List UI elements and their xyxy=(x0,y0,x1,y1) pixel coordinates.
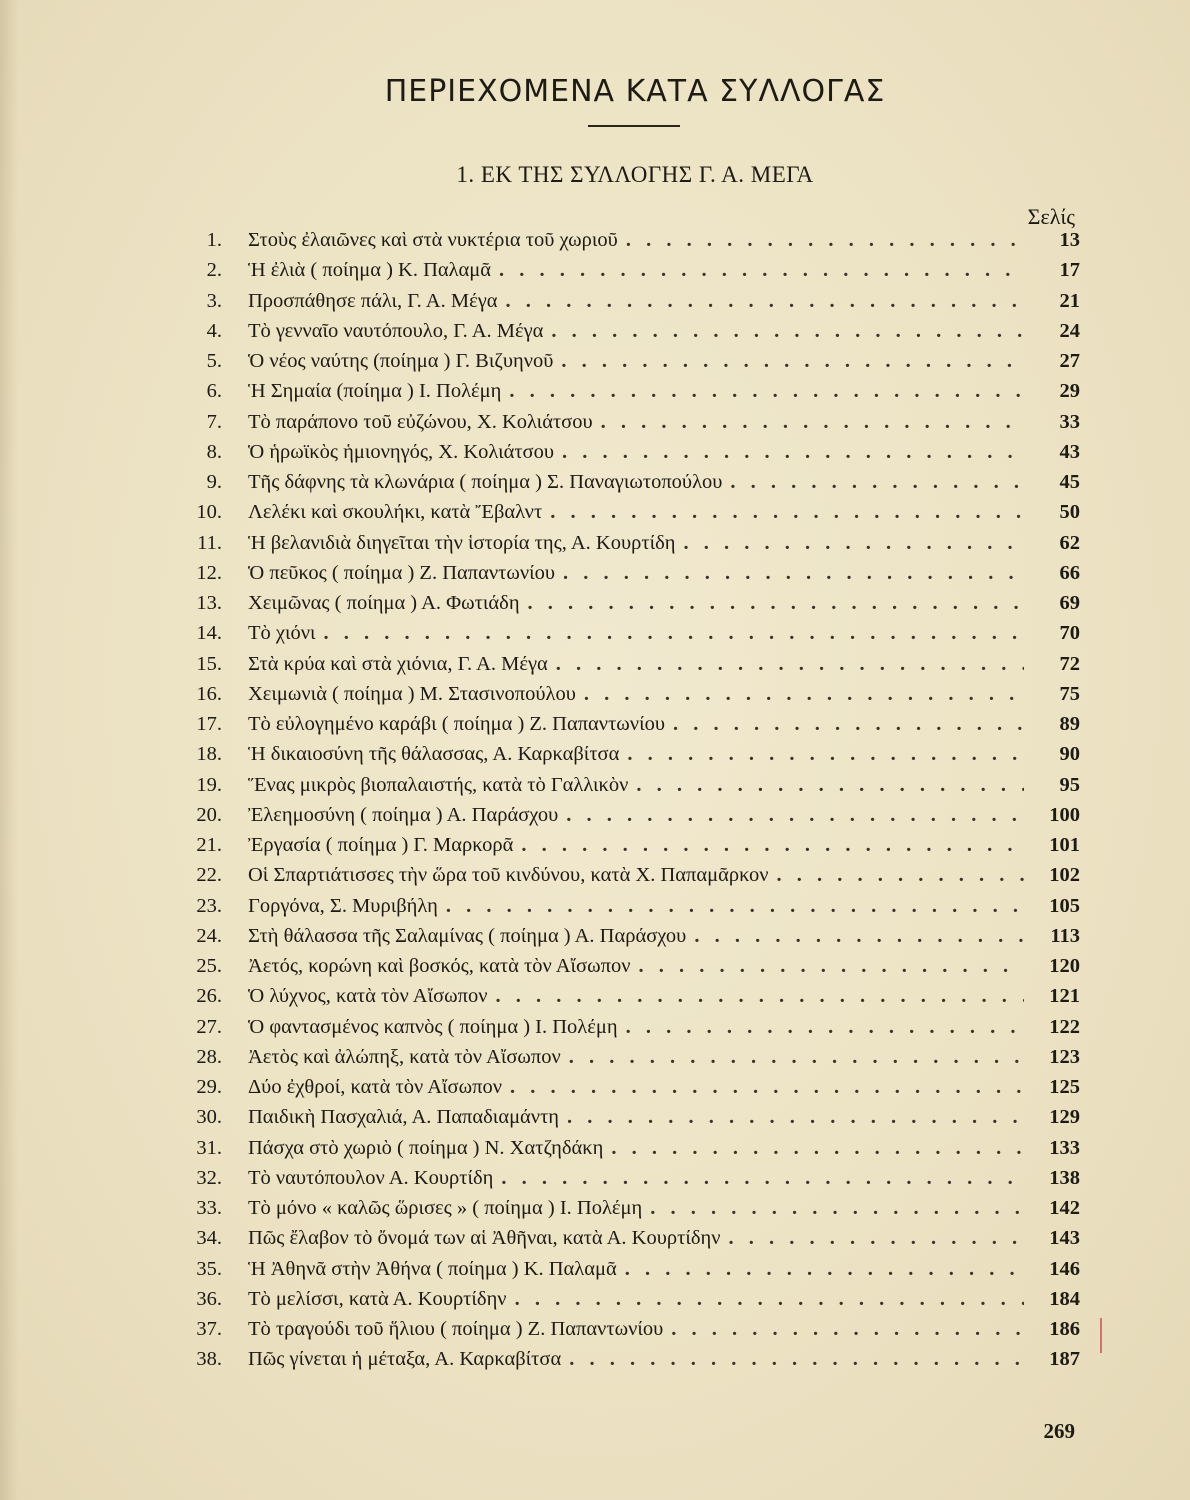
page-column-label: Σελίς xyxy=(1027,204,1075,229)
toc-dot-leader xyxy=(694,925,1024,948)
toc-dot-leader xyxy=(626,229,1024,252)
toc-entry-number: 18. xyxy=(196,743,222,766)
toc-entry xyxy=(180,1167,1080,1197)
toc-entry xyxy=(180,622,1080,652)
toc-entry xyxy=(180,864,1080,894)
toc-entry xyxy=(180,1348,1080,1378)
margin-pencil-mark xyxy=(1100,1318,1102,1353)
toc-dot-leader xyxy=(650,1197,1024,1220)
toc-entry xyxy=(180,683,1080,713)
toc-dot-leader xyxy=(510,1076,1024,1099)
toc-dot-leader xyxy=(566,804,1024,827)
toc-dot-leader xyxy=(729,1227,1024,1250)
toc-entry xyxy=(180,229,1080,259)
toc-entry xyxy=(180,290,1080,320)
toc-dot-leader xyxy=(499,259,1024,282)
toc-entry-number: 21. xyxy=(196,834,222,856)
section-heading: 1. ΕΚ ΤΗΣ ΣΥΛΛΟΓΗΣ Γ. Α. ΜΕΓΑ xyxy=(456,162,814,187)
toc-dot-leader xyxy=(563,562,1024,585)
toc-entry-page: 75 xyxy=(1059,682,1080,705)
toc-dot-leader xyxy=(683,532,1024,555)
toc-entry xyxy=(180,804,1080,834)
toc-entry xyxy=(180,1288,1080,1318)
toc-entry-number: 38. xyxy=(196,1348,222,1371)
toc-entry xyxy=(180,562,1080,592)
toc-dot-leader xyxy=(506,290,1025,313)
toc-dot-leader xyxy=(671,1318,1024,1341)
toc-entry-page: 143 xyxy=(1049,1227,1080,1250)
toc-entry-page: 129 xyxy=(1049,1106,1080,1129)
toc-entry-number: 6. xyxy=(206,380,222,403)
toc-entry-number: 4. xyxy=(206,319,222,342)
toc-entry-number: 13. xyxy=(196,592,222,614)
toc-entry-number: 24. xyxy=(196,924,222,947)
toc-entry-page: 105 xyxy=(1049,894,1080,917)
toc-dot-leader xyxy=(556,653,1024,676)
toc-entry-title: Χειμῶνας ( ποίημα ) Α. Φωτιάδη xyxy=(248,592,520,614)
toc-entry-title: Ἀετὸς καὶ ἀλώπηξ, κατὰ τὸν Αἴσωπον xyxy=(248,1045,561,1068)
toc-entry-title: Παιδικὴ Πασχαλιά, Α. Παπαδιαμάντη xyxy=(248,1106,560,1129)
toc-entry-page: 89 xyxy=(1059,713,1080,735)
toc-entry-title: Ὁ ἡρωϊκὸς ἡμιονηγός, Χ. Κολιάτσου xyxy=(248,440,555,463)
toc-entry-title: Πῶς ἔλαβον τὸ ὄνομά των αἱ Ἀθῆναι, κατὰ Α. Κουρτίδην xyxy=(248,1227,721,1250)
toc-dot-leader xyxy=(521,834,1024,857)
toc-entry-page: 21 xyxy=(1059,289,1080,312)
toc-entry-number: 37. xyxy=(196,1318,222,1340)
toc-entry-title: Ἡ βελανιδιὰ διηγεῖται τὴν ἱστορία της, Α. Κουρτίδη xyxy=(248,531,676,554)
toc-dot-leader xyxy=(626,1016,1024,1039)
toc-entry-title: Ἐλεημοσύνη ( ποίημα ) Α. Παράσχου xyxy=(248,803,559,826)
toc-entry xyxy=(180,774,1080,804)
toc-entry-title: Τὸ τραγούδι τοῦ ἥλιου ( ποίημα ) Ζ. Παπαντωνίου xyxy=(248,1318,664,1340)
toc-entry-number: 3. xyxy=(206,289,222,312)
toc-entry xyxy=(180,501,1080,531)
toc-entry xyxy=(180,320,1080,350)
toc-dot-leader xyxy=(528,592,1024,615)
toc-dot-leader xyxy=(601,411,1024,434)
toc-entry-page: 17 xyxy=(1059,259,1080,282)
toc-entry-title: Προσπάθησε πάλι, Γ. Α. Μέγα xyxy=(248,289,498,312)
toc-entry xyxy=(180,532,1080,562)
toc-entry xyxy=(180,411,1080,441)
toc-entry xyxy=(180,1046,1080,1076)
toc-entry-page: 123 xyxy=(1049,1045,1080,1068)
toc-entry xyxy=(180,743,1080,773)
title-divider xyxy=(588,125,680,127)
toc-entry-number: 9. xyxy=(206,471,222,493)
toc-entry-page: 101 xyxy=(1049,834,1080,856)
toc-entry-number: 2. xyxy=(206,259,222,282)
toc-entry-page: 72 xyxy=(1059,652,1080,675)
toc-dot-leader xyxy=(562,441,1024,464)
toc-entry xyxy=(180,1016,1080,1046)
toc-entry-page: 50 xyxy=(1059,501,1080,524)
toc-entry-page: 122 xyxy=(1049,1015,1080,1038)
toc-entry-number: 33. xyxy=(196,1197,222,1219)
toc-entry-page: 138 xyxy=(1049,1166,1080,1189)
toc-dot-leader xyxy=(550,501,1024,524)
toc-entry-title: Τὸ ναυτόπουλον Α. Κουρτίδη xyxy=(248,1166,494,1189)
toc-dot-leader xyxy=(584,683,1024,706)
toc-dot-leader xyxy=(509,380,1024,403)
toc-entry-number: 1. xyxy=(206,229,222,251)
toc-entry xyxy=(180,1076,1080,1106)
toc-dot-leader xyxy=(777,864,1025,887)
toc-entry-title: Τῆς δάφνης τὰ κλωνάρια ( ποίημα ) Σ. Παναγιωτοπούλου xyxy=(248,471,723,493)
toc-entry-number: 31. xyxy=(196,1136,222,1159)
toc-entry-number: 12. xyxy=(196,561,222,584)
toc-entry-title: Λελέκι καὶ σκουλήκι, κατὰ Ἔβαλντ xyxy=(248,501,543,524)
toc-entry-number: 34. xyxy=(196,1227,222,1250)
toc-entry-number: 20. xyxy=(196,803,222,826)
toc-entry xyxy=(180,350,1080,380)
toc-dot-leader xyxy=(625,1258,1024,1281)
toc-entry-number: 29. xyxy=(196,1076,222,1098)
toc-dot-leader xyxy=(611,1137,1024,1160)
toc-dot-leader xyxy=(569,1348,1024,1371)
toc-entry-number: 30. xyxy=(196,1106,222,1129)
toc-entry-page: 120 xyxy=(1049,955,1080,977)
toc-entry-title: Ἡ Σημαία (ποίημα ) Ι. Πολέμη xyxy=(248,380,502,403)
toc-entry-page: 43 xyxy=(1059,440,1080,463)
binding-shadow xyxy=(0,0,18,1500)
toc-entry xyxy=(180,1106,1080,1136)
toc-entry-number: 15. xyxy=(196,652,222,675)
toc-entry-title: Ὁ νέος ναύτης (ποίημα ) Γ. Βιζυηνοῦ xyxy=(248,350,554,372)
page-title: ΠΕΡΙΕΧΟΜΕΝΑ ΚΑΤΑ ΣΥΛΛΟΓΑΣ xyxy=(384,74,886,109)
toc-entry-page: 133 xyxy=(1049,1136,1080,1159)
toc-entry xyxy=(180,1197,1080,1227)
toc-entry-page: 27 xyxy=(1059,350,1080,372)
toc-entry-page: 102 xyxy=(1049,864,1080,887)
toc-entry xyxy=(180,985,1080,1015)
toc-entry-title: Χειμωνιὰ ( ποίημα ) Μ. Στασινοπούλου xyxy=(248,682,576,705)
toc-entry-title: Δύο ἐχθροί, κατὰ τὸν Αἴσωπον xyxy=(248,1076,502,1098)
toc-entry-title: Τὸ μόνο « καλῶς ὥρισες » ( ποίημα ) Ι. Πολέμη xyxy=(248,1197,643,1219)
toc-dot-leader xyxy=(515,1288,1024,1311)
toc-dot-leader xyxy=(496,985,1024,1008)
toc-dot-leader xyxy=(446,895,1024,918)
toc-entry xyxy=(180,1318,1080,1348)
toc-entry-number: 7. xyxy=(206,410,222,433)
toc-entry-number: 23. xyxy=(196,894,222,917)
toc-entry-number: 16. xyxy=(196,682,222,705)
toc-entry-title: Τὸ χιόνι xyxy=(248,622,316,645)
toc-entry-title: Ἡ δικαιοσύνη τῆς θάλασσας, Α. Καρκαβίτσα xyxy=(248,743,620,766)
toc-dot-leader xyxy=(638,955,1024,978)
toc-dot-leader xyxy=(551,320,1024,343)
toc-entry xyxy=(180,441,1080,471)
toc-entry-title: Ἡ ἐλιὰ ( ποίημα ) Κ. Παλαμᾶ xyxy=(248,259,492,282)
toc-entry-page: 142 xyxy=(1049,1197,1080,1219)
toc-dot-leader xyxy=(501,1167,1024,1190)
toc-entry xyxy=(180,955,1080,985)
toc-dot-leader xyxy=(561,350,1024,373)
toc-entry-number: 25. xyxy=(196,955,222,977)
toc-entry xyxy=(180,471,1080,501)
toc-entry-page: 13 xyxy=(1059,229,1080,251)
toc-entry-page: 33 xyxy=(1059,410,1080,433)
toc-entry-number: 32. xyxy=(196,1166,222,1189)
toc-entry-number: 22. xyxy=(196,864,222,887)
toc-entry-title: Τὸ παράπονο τοῦ εὐζώνου, Χ. Κολιάτσου xyxy=(248,410,593,433)
toc-entry-page: 45 xyxy=(1059,471,1080,493)
toc-entry-number: 5. xyxy=(206,350,222,372)
toc-entry-number: 17. xyxy=(196,713,222,735)
toc-entry-page: 184 xyxy=(1049,1287,1080,1310)
toc-entry-title: Στοὺς ἐλαιῶνες καὶ στὰ νυκτέρια τοῦ χωριοῦ xyxy=(248,229,618,251)
toc-dot-leader xyxy=(673,713,1024,736)
toc-entry-title: Ἐργασία ( ποίημα ) Γ. Μαρκορᾶ xyxy=(248,834,514,856)
toc-dot-leader xyxy=(324,622,1024,645)
toc-entry-title: Τὸ εὐλογημένο καράβι ( ποίημα ) Ζ. Παπαντωνίου xyxy=(248,713,665,735)
toc-entry-title: Πάσχα στὸ χωριὸ ( ποίημα ) Ν. Χατζηδάκη xyxy=(248,1136,604,1159)
toc-entry-page: 186 xyxy=(1049,1318,1080,1340)
toc-entry-page: 69 xyxy=(1059,592,1080,614)
toc-entry xyxy=(180,1137,1080,1167)
toc-entry xyxy=(180,895,1080,925)
toc-entry-title: Ἡ Ἀθηνᾶ στὴν Ἀθήνα ( ποίημα ) Κ. Παλαμᾶ xyxy=(248,1257,617,1280)
toc-entry-title: Τὸ γενναῖο ναυτόπουλο, Γ. Α. Μέγα xyxy=(248,319,544,342)
toc-entry-page: 121 xyxy=(1049,985,1080,1008)
toc-entry-page: 125 xyxy=(1049,1076,1080,1098)
toc-entry-page: 95 xyxy=(1059,773,1080,796)
toc-entry xyxy=(180,259,1080,289)
toc-entry-title: Πῶς γίνεται ἡ μέταξα, Α. Καρκαβίτσα xyxy=(248,1348,562,1371)
toc-entry xyxy=(180,1258,1080,1288)
toc-entry-title: Τὸ μελίσσι, κατὰ Α. Κουρτίδην xyxy=(248,1287,507,1310)
toc-dot-leader xyxy=(567,1106,1024,1129)
toc-entry-title: Γοργόνα, Σ. Μυριβήλη xyxy=(248,894,438,917)
toc-entry-number: 36. xyxy=(196,1287,222,1310)
toc-entry xyxy=(180,380,1080,410)
toc-entry-page: 146 xyxy=(1049,1257,1080,1280)
toc-entry-number: 26. xyxy=(196,985,222,1008)
toc-entry xyxy=(180,653,1080,683)
toc-entry-number: 35. xyxy=(196,1257,222,1280)
toc-entry xyxy=(180,713,1080,743)
toc-entry-page: 24 xyxy=(1059,319,1080,342)
toc-entry-number: 11. xyxy=(197,531,222,554)
toc-entry xyxy=(180,834,1080,864)
toc-entry-page: 62 xyxy=(1059,531,1080,554)
toc-entry-number: 19. xyxy=(196,773,222,796)
page-number: 269 xyxy=(1043,1419,1075,1443)
toc-entry-title: Στὰ κρύα καὶ στὰ χιόνια, Γ. Α. Μέγα xyxy=(248,652,548,675)
toc-entry-title: Στὴ θάλασσα τῆς Σαλαμίνας ( ποίημα ) Α. Παράσχου xyxy=(248,924,687,947)
toc-entry-title: Ὁ φαντασμένος καπνὸς ( ποίημα ) Ι. Πολέμη xyxy=(248,1015,618,1038)
toc-entry-number: 14. xyxy=(196,622,222,645)
toc-entry-title: Ἀετός, κορώνη καὶ βοσκός, κατὰ τὸν Αἴσωπον xyxy=(248,955,631,977)
toc-entry xyxy=(180,925,1080,955)
toc-entry-page: 113 xyxy=(1050,924,1080,947)
toc-entry-number: 27. xyxy=(196,1015,222,1038)
toc-entry xyxy=(180,1227,1080,1257)
toc-entry-page: 66 xyxy=(1059,561,1080,584)
toc-dot-leader xyxy=(730,471,1024,494)
table-of-contents xyxy=(180,229,1080,1379)
toc-entry-title: Ἕνας μικρὸς βιοπαλαιστής, κατὰ τὸ Γαλλικὸν xyxy=(248,773,629,796)
toc-dot-leader xyxy=(569,1046,1024,1069)
toc-entry-title: Οἱ Σπαρτιάτισσες τὴν ὥρα τοῦ κινδύνου, κατὰ Χ. Παπαμᾶρκον xyxy=(248,864,769,887)
toc-entry-page: 100 xyxy=(1049,803,1080,826)
toc-entry-page: 70 xyxy=(1059,622,1080,645)
toc-dot-leader xyxy=(636,774,1024,797)
toc-entry xyxy=(180,592,1080,622)
toc-entry-title: Ὁ πεῦκος ( ποίημα ) Ζ. Παπαντωνίου xyxy=(248,561,556,584)
toc-dot-leader xyxy=(627,743,1024,766)
toc-entry-title: Ὁ λύχνος, κατὰ τὸν Αἴσωπον xyxy=(248,985,488,1008)
toc-entry-number: 10. xyxy=(196,501,222,524)
toc-entry-page: 187 xyxy=(1049,1348,1080,1371)
toc-entry-number: 28. xyxy=(196,1045,222,1068)
toc-entry-page: 29 xyxy=(1059,380,1080,403)
toc-entry-page: 90 xyxy=(1059,743,1080,766)
toc-entry-number: 8. xyxy=(206,440,222,463)
